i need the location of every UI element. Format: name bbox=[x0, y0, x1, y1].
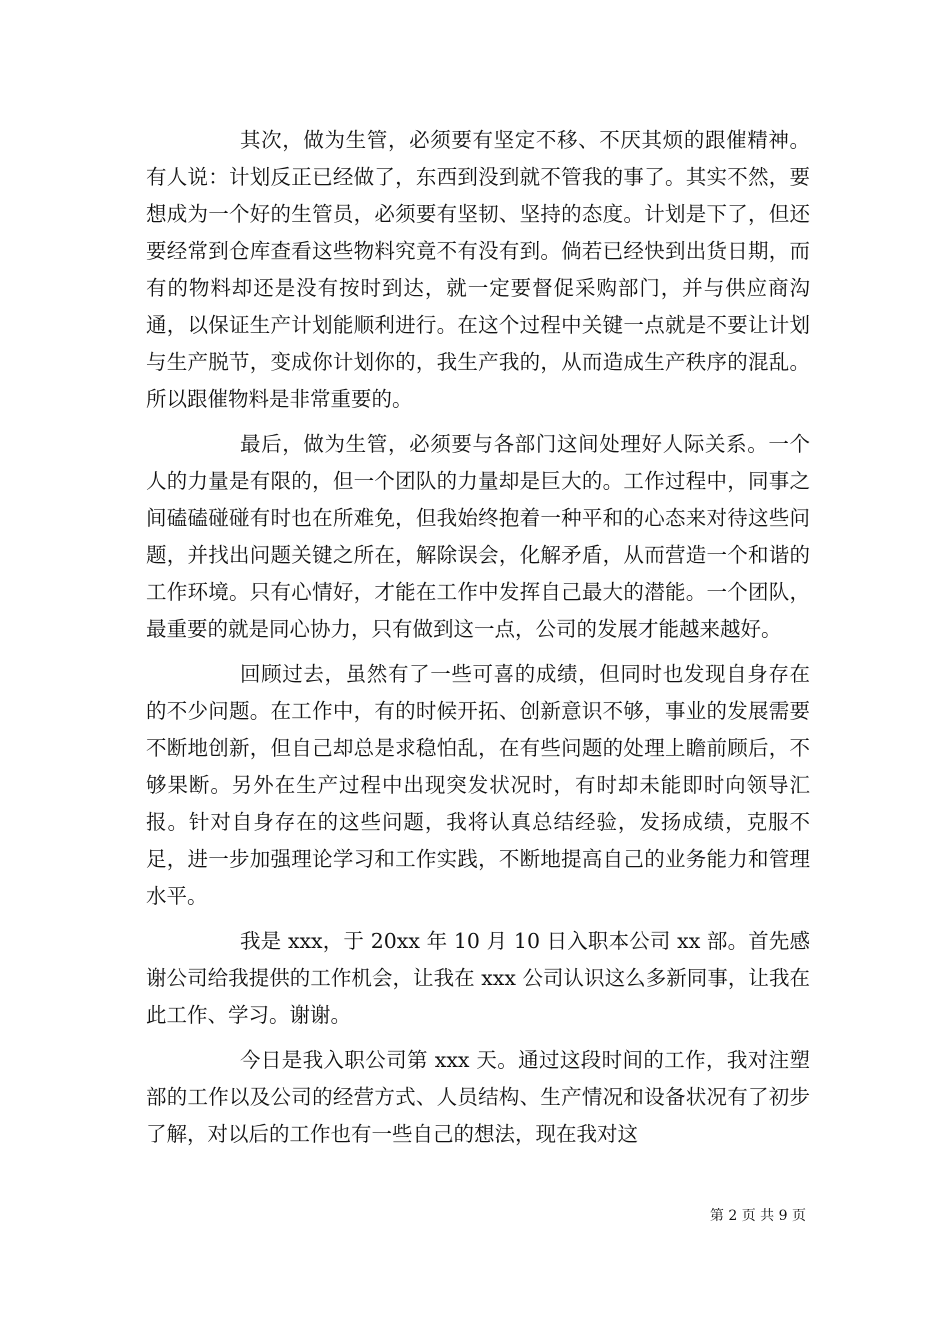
paragraph-review: 回顾过去，虽然有了一些可喜的成绩，但同时也发现自身存在的不少问题。在工作中，有的时候开拓、创新意识不够，事业的发展需要不断地创新，但自己却总是求稳怕乱，在有些问题的处理上瞻前顾后，不够果断。另外在生产过程中出现突发状况时，有时却未能即时向领导汇报。针对自身存在的这些问题，我将认真总结经验，发扬成绩，克服不足，进一步加强理论学习和工作实践，不断地提高自己的业务能力和管理水平。 bbox=[146, 662, 810, 908]
paragraph-follow-up: 其次，做为生管，必须要有坚定不移、不厌其烦的跟催精神。有人说：计划反正已经做了，东西到没到就不管我的事了。其实不然，要想成为一个好的生管员，必须要有坚韧、坚持的态度。计划是下了，但还要经常到仓库查看这些物料究竟不有没有到。倘若已经快到出货日期，而有的物料却还是没有按时到达，就一定要督促采购部门，并与供应商沟通，以保证生产计划能顺利进行。在这个过程中关键一点就是不要让计划与生产脱节，变成你计划你的，我生产我的，从而造成生产秩序的混乱。所以跟催物料是非常重要的。 bbox=[146, 128, 810, 411]
paragraph-relationships: 最后，做为生管，必须要与各部门这间处理好人际关系。一个人的力量是有限的，但一个团队的力量却是巨大的。工作过程中，同事之间磕磕碰碰有时也在所难免，但我始终抱着一种平和的心态来对待这些问题，并找出问题关键之所在，解除误会，化解矛盾，从而营造一个和谐的工作环境。只有心情好，才能在工作中发挥自己最大的潜能。一个团队，最重要的就是同心协力，只有做到这一点，公司的发展才能越来越好。 bbox=[146, 432, 810, 641]
paragraph-today: 今日是我入职公司第 xxx 天。通过这段时间的工作，我对注塑部的工作以及公司的经营方式、人员结构、生产情况和设备状况有了初步了解，对以后的工作也有一些自己的想法，现在我对这 bbox=[146, 1048, 810, 1146]
page-number: 第 2 页 共 9 页 bbox=[709, 1208, 806, 1224]
document-body bbox=[146, 122, 810, 1153]
paragraph-introduction: 我是 xxx，于 20xx 年 10 月 10 日入职本公司 xx 部。首先感谢公司给我提供的工作机会，让我在 xxx 公司认识这么多新同事，让我在此工作、学习。谢谢。 bbox=[146, 929, 810, 1027]
